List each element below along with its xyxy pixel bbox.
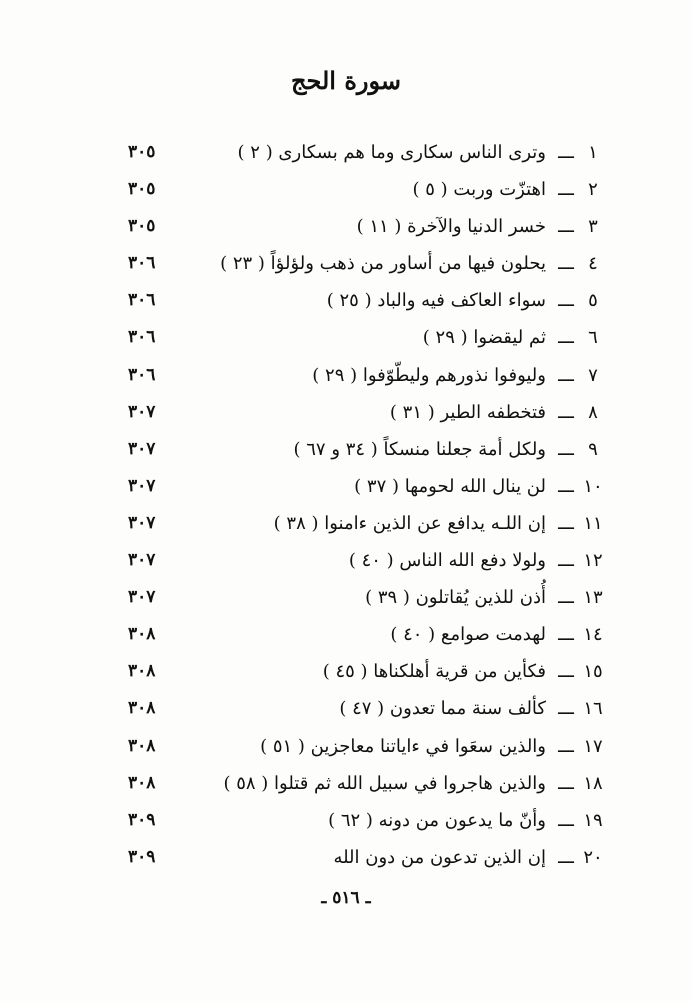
entry-page-number: ٣٠٥ <box>128 179 156 200</box>
entry-text: وأنّ ما يدعون من دونه ( ٦٢ ) <box>328 809 546 831</box>
entry-page-number: ٣٠٧ <box>128 401 156 422</box>
entry-page-number: ٣٠٥ <box>128 216 156 237</box>
entry-number: ١٨ <box>583 772 603 794</box>
entry-dash: ـــ <box>558 438 574 460</box>
entry-page-number: ٣٠٧ <box>128 550 156 571</box>
entry-number: ١٥ <box>583 661 603 683</box>
entry-number: ١٢ <box>583 550 603 572</box>
entry-page-number: ٣٠٩ <box>128 809 156 830</box>
entry-page-number: ٣٠٧ <box>128 438 156 459</box>
list-item <box>118 431 604 468</box>
list-item <box>118 802 604 839</box>
entry-page-number: ٣٠٦ <box>128 364 156 385</box>
entry-text: والذين هاجروا في سبيل الله ثم قتلوا ( ٥٨ ) <box>223 772 546 794</box>
list-item <box>118 394 604 431</box>
entry-number: ١٩ <box>583 809 603 831</box>
entry-dash: ـــ <box>558 512 574 534</box>
entry-number: ١٧ <box>583 735 603 757</box>
entry-dash: ـــ <box>558 216 574 238</box>
entry-page-number: ٣٠٧ <box>128 512 156 533</box>
entry-page-number: ٣٠٥ <box>128 142 156 162</box>
entry-text: لن ينال الله لحومها ( ٣٧ ) <box>354 475 546 497</box>
entry-text: والذين سعَوا في ءاياتنا معاجزين ( ٥١ ) <box>260 735 546 757</box>
entry-page-number: ٣٠٨ <box>128 661 156 682</box>
entry-page-number: ٣٠٧ <box>128 587 156 608</box>
entry-dash: ـــ <box>558 846 574 868</box>
entry-page-number: ٣٠٨ <box>128 624 156 645</box>
entry-page-number: ٣٠٨ <box>128 772 156 793</box>
entry-number: ٩ <box>588 438 598 460</box>
entry-text: لهدمت صوامع ( ٤٠ ) <box>390 624 546 646</box>
entry-dash: ـــ <box>558 475 574 497</box>
list-item <box>118 282 604 319</box>
entry-dash: ـــ <box>558 809 574 831</box>
entry-dash: ـــ <box>558 587 574 609</box>
entry-page-number: ٣٠٦ <box>128 290 156 311</box>
entry-text: أُذن للذين يُقاتلون ( ٣٩ ) <box>365 587 546 609</box>
entry-dash: ـــ <box>558 624 574 646</box>
entry-page-number: ٣٠٦ <box>128 327 156 348</box>
entry-number: ٣ <box>588 216 598 238</box>
entry-dash: ـــ <box>558 142 574 163</box>
entry-dash: ـــ <box>558 253 574 275</box>
footer-page-number: ـ ٥١٦ ـ <box>321 888 371 908</box>
entry-number: ١١ <box>583 512 603 534</box>
entry-dash: ـــ <box>558 772 574 794</box>
list-item <box>118 505 604 542</box>
entry-page-number: ٣٠٩ <box>128 846 156 867</box>
list-item <box>118 839 604 876</box>
entry-page-number: ٣٠٨ <box>128 735 156 756</box>
list-item <box>118 690 604 727</box>
entry-dash: ـــ <box>558 698 574 720</box>
entry-text: سواء العاكف فيه والباد ( ٢٥ ) <box>326 290 546 312</box>
table-of-contents <box>118 134 604 876</box>
entry-number: ١٣ <box>583 587 603 609</box>
entry-text: خسر الدنيا والآخرة ( ١١ ) <box>356 216 546 238</box>
list-item <box>118 171 604 208</box>
entry-number: ٢٠ <box>583 846 603 868</box>
list-item <box>118 653 604 690</box>
entry-text: وليوفوا نذورهم وليطّوّفوا ( ٢٩ ) <box>312 364 546 386</box>
entry-number: ١٤ <box>583 624 603 646</box>
entry-dash: ـــ <box>558 661 574 683</box>
entry-number: ١٠ <box>583 475 603 497</box>
entry-text: فتخطفه الطير ( ٣١ ) <box>389 401 546 423</box>
entry-page-number: ٣٠٦ <box>128 253 156 274</box>
entry-dash: ـــ <box>558 364 574 386</box>
entry-page-number: ٣٠٨ <box>128 698 156 719</box>
entry-text: إن الذين تدعون من دون الله <box>333 846 546 868</box>
entry-number: ٢ <box>588 179 598 201</box>
entry-text: فكأين من قرية أهلكناها ( ٤٥ ) <box>322 661 546 683</box>
entry-number: ٨ <box>588 401 598 423</box>
list-item <box>118 319 604 356</box>
list-item <box>118 357 604 394</box>
entry-text: كألف سنة مما تعدون ( ٤٧ ) <box>339 698 546 720</box>
list-item <box>118 542 604 579</box>
entry-dash: ـــ <box>558 179 574 201</box>
list-item <box>118 245 604 282</box>
entry-dash: ـــ <box>558 401 574 423</box>
entry-text: ولولا دفع الله الناس ( ٤٠ ) <box>348 550 546 572</box>
list-item <box>118 468 604 505</box>
entry-text: إن اللـه يدافع عن الذين ءامنوا ( ٣٨ ) <box>273 512 546 534</box>
list-item <box>118 616 604 653</box>
entry-text: اهتزّت وربت ( ٥ ) <box>412 179 546 201</box>
surah-title: سورة الحج <box>291 66 401 95</box>
list-item <box>118 765 604 802</box>
entry-number: ٧ <box>588 364 598 386</box>
entry-number: ٥ <box>588 290 598 312</box>
entry-text: ثم ليقضوا ( ٢٩ ) <box>422 327 546 349</box>
entry-text: ولكل أمة جعلنا منسكاً ( ٣٤ و ٦٧ ) <box>293 438 546 460</box>
entry-dash: ـــ <box>558 550 574 572</box>
entry-number: ٦ <box>588 327 598 349</box>
entry-number: ١٦ <box>583 698 603 720</box>
entry-page-number: ٣٠٧ <box>128 475 156 496</box>
entry-number: ٤ <box>588 253 598 275</box>
list-item <box>118 579 604 616</box>
list-item <box>118 208 604 245</box>
list-item <box>118 728 604 765</box>
entry-dash: ـــ <box>558 735 574 757</box>
entry-dash: ـــ <box>558 290 574 312</box>
entry-text: وترى الناس سكارى وما هم بسكارى ( ٢ ) <box>237 142 546 163</box>
list-item <box>118 134 604 171</box>
entry-text: يحلون فيها من أساور من ذهب ولؤلؤاً ( ٢٣ ) <box>220 253 546 275</box>
entry-dash: ـــ <box>558 327 574 349</box>
entry-number: ١ <box>588 142 598 163</box>
